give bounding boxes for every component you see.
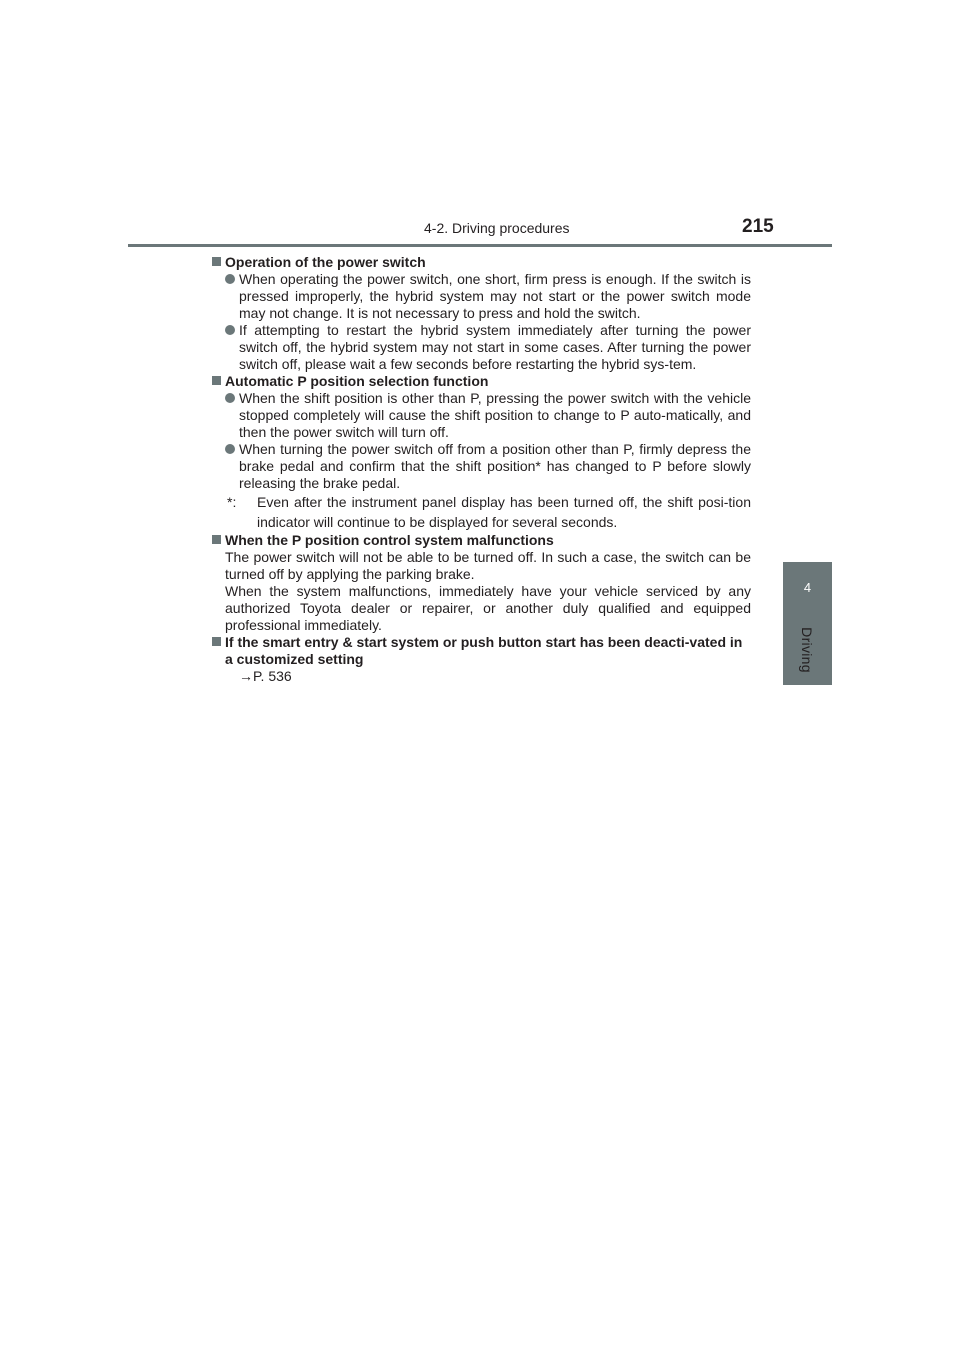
page-reference-link[interactable]: →P. 536: [239, 668, 292, 684]
header-divider: [128, 244, 832, 247]
section-heading-auto-p: Automatic P position selection function: [212, 373, 751, 390]
square-bullet-icon: [212, 637, 221, 646]
header-section-title: 4-2. Driving procedures: [424, 220, 570, 236]
chapter-tab-label: Driving: [799, 627, 815, 673]
square-bullet-icon: [212, 376, 221, 385]
list-item: When turning the power switch off from a position other than P, firmly depress the brake pedal and confirm that the shift position* has changed to P before slowly releasing the brake pedal.: [212, 441, 751, 492]
list-item: When the shift position is other than P, pressing the power switch with the vehicle stopped completely will cause the shift position to change to P auto-matically, and then the power switch will turn off.: [212, 390, 751, 441]
footnote: *: Even after the instrument panel display has been turned off, the shift posi-tion indicator will continue to be displayed for several seconds.: [227, 494, 751, 530]
page-number: 215: [742, 216, 774, 237]
body-paragraph: When the system malfunctions, immediately have your vehicle serviced by any authorized Toyota dealer or repairer, or another duly qualified and equipped professional immediately.: [225, 583, 751, 633]
square-bullet-icon: [212, 535, 221, 544]
square-bullet-icon: [212, 257, 221, 266]
circle-bullet-icon: [225, 393, 235, 403]
circle-bullet-icon: [225, 274, 235, 284]
circle-bullet-icon: [225, 325, 235, 335]
section-heading-smart-entry: If the smart entry & start system or push button start has been deacti-vated in a customized setting: [212, 634, 751, 668]
section-heading-power-switch: Operation of the power switch: [212, 254, 751, 271]
body-paragraph: The power switch will not be able to be turned off. In such a case, the switch can be turned off by applying the parking brake.: [225, 549, 751, 582]
chapter-tab-number: 4: [803, 580, 812, 595]
page-content: [212, 254, 751, 685]
list-item: When operating the power switch, one short, firm press is enough. If the switch is pressed improperly, the hybrid system may not start or the power switch mode may not change. It is not necessary to press and hold the switch.: [212, 271, 751, 322]
circle-bullet-icon: [225, 444, 235, 454]
footnote-mark: *:: [227, 494, 237, 510]
section-heading-p-malfunction: When the P position control system malfunctions: [212, 532, 751, 549]
list-item: If attempting to restart the hybrid system immediately after turning the power switch off, the hybrid system may not start in some cases. After turning the power switch off, please wait a few seconds before restarting the hybrid sys-tem.: [212, 322, 751, 373]
